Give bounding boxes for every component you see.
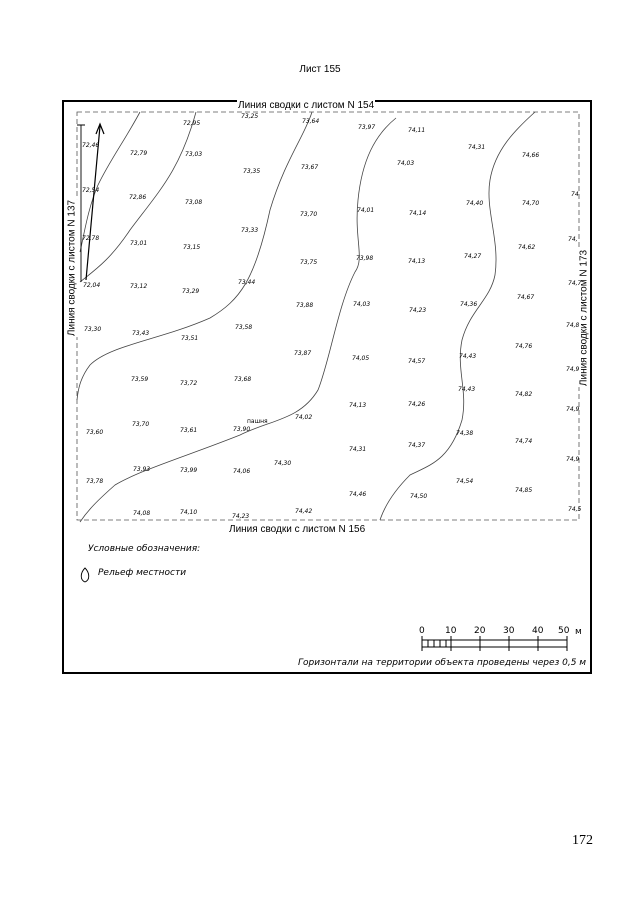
elevation-mark: 73,70	[300, 211, 318, 218]
elevation-mark: 74	[571, 191, 579, 198]
elevation-mark: 74,9	[566, 406, 580, 413]
elevation-mark: 74,08	[133, 510, 151, 517]
elevation-mark: 74,37	[408, 442, 426, 449]
elevation-mark: 74,10	[180, 509, 198, 516]
elevation-mark: 74,54	[456, 478, 474, 485]
elevation-mark: 72,95	[183, 120, 201, 127]
elevation-mark: 74,38	[456, 430, 474, 437]
elevation-mark: 72,86	[129, 194, 147, 201]
legend-relief-label: Рельеф местности	[98, 568, 187, 578]
elevation-mark: 74,40	[466, 200, 484, 207]
elevation-mark: 74,57	[408, 358, 426, 365]
edge-label-left: Линия сводки с листом N 137	[66, 199, 78, 337]
elevation-mark: 73,72	[180, 380, 198, 387]
legend-title: Условные обозначения:	[88, 544, 201, 554]
elevation-mark: 72,78	[82, 235, 100, 242]
elevation-mark: 72,04	[83, 282, 101, 289]
scale-bar	[422, 636, 567, 651]
elevation-mark: 74,7	[568, 280, 582, 287]
contour-lines	[77, 112, 535, 522]
elevation-mark: 74,85	[515, 487, 533, 494]
elevation-mark: 74,26	[408, 401, 426, 408]
terrain-note: пашня	[247, 418, 268, 425]
elevation-mark: 74,	[568, 236, 578, 243]
elevation-mark: 72,46	[82, 142, 100, 149]
elevation-mark: 74,46	[349, 491, 367, 498]
elevation-mark: 74,82	[515, 391, 533, 398]
elevation-mark: 73,87	[294, 350, 312, 357]
elevation-mark: 74,8	[566, 322, 580, 329]
elevation-mark: 73,03	[185, 151, 203, 158]
sheet-title: Лист 155	[299, 64, 341, 75]
elevation-mark: 74,03	[353, 301, 371, 308]
edge-label-bottom: Линия сводки с листом N 156	[229, 524, 366, 535]
elevation-mark: 74,03	[397, 160, 415, 167]
elevation-mark: 72,79	[130, 150, 148, 157]
elevation-mark: 74,67	[517, 294, 535, 301]
edge-label-right: Линия сводки с листом N 173	[578, 249, 590, 387]
elevation-mark: 74,01	[357, 207, 375, 214]
elevation-mark: 74,02	[295, 414, 313, 421]
elevation-mark: 73,68	[234, 376, 252, 383]
elevation-mark: 74,74	[515, 438, 533, 445]
elevation-mark: 74,13	[349, 402, 367, 409]
elevation-mark: 73,64	[302, 118, 320, 125]
elevation-mark: 74,43	[459, 353, 477, 360]
elevation-mark: 73,15	[183, 244, 201, 251]
elevation-mark: 73,60	[86, 429, 104, 436]
elevation-mark: 74,11	[408, 127, 426, 134]
elevation-mark: 74,66	[522, 152, 540, 159]
elevation-mark: 74,30	[274, 460, 292, 467]
elevation-mark: 74,9	[566, 456, 580, 463]
elevation-mark: 74,31	[468, 144, 486, 151]
elevation-mark: 73,93	[133, 466, 151, 473]
elevation-mark: 73,30	[84, 326, 102, 333]
elevation-mark: 73,51	[181, 335, 199, 342]
elevation-mark: 74,13	[408, 258, 426, 265]
elevation-mark: 74,43	[458, 386, 476, 393]
elevation-mark: 73,88	[296, 302, 314, 309]
elevation-mark: 73,29	[182, 288, 200, 295]
elevation-mark: 73,01	[130, 240, 148, 247]
elevation-mark: 74,42	[295, 508, 313, 515]
contour-line	[80, 112, 140, 252]
elevation-mark: 74,23	[232, 513, 250, 520]
elevation-mark: 74,50	[410, 493, 428, 500]
elevation-mark: 73,35	[243, 168, 261, 175]
elevation-mark: 73,25	[241, 113, 259, 120]
contour-line	[80, 118, 396, 522]
contour-line	[380, 112, 535, 520]
elevation-mark: 74,9	[566, 366, 580, 373]
scale-tick-label: 0	[419, 626, 425, 636]
elevation-mark: 73,78	[86, 478, 104, 485]
elevation-mark: 74,05	[352, 355, 370, 362]
scale-tick-label: 40	[532, 626, 544, 636]
elevation-mark: 74,76	[515, 343, 533, 350]
elevation-mark: 72,54	[82, 187, 100, 194]
elevation-mark: 73,70	[132, 421, 150, 428]
elevation-mark: 73,75	[300, 259, 318, 266]
elevation-mark: 73,44	[238, 279, 256, 286]
elevation-mark: 73,12	[130, 283, 148, 290]
elevation-mark: 74,14	[409, 210, 427, 217]
elevation-mark: 74,06	[233, 468, 251, 475]
survey-boundary	[77, 112, 582, 520]
scale-tick-label: 30	[503, 626, 515, 636]
elevation-mark: 74,36	[460, 301, 478, 308]
relief-symbol-icon	[81, 568, 89, 582]
elevation-mark: 73,98	[356, 255, 374, 262]
elevation-mark: 74,62	[518, 244, 536, 251]
elevation-mark: 74,31	[349, 446, 367, 453]
elevation-mark: 73,97	[358, 124, 376, 131]
elevation-mark: 73,59	[131, 376, 149, 383]
page-number: 172	[572, 833, 593, 848]
elevation-mark: 73,08	[185, 199, 203, 206]
scale-unit: м	[575, 627, 582, 637]
scale-tick-label: 20	[474, 626, 486, 636]
elevation-mark: 73,90	[233, 426, 251, 433]
elevation-mark: 73,33	[241, 227, 259, 234]
scale-tick-label: 10	[445, 626, 457, 636]
elevation-mark: 74,5	[568, 506, 582, 513]
elevation-mark: 73,58	[235, 324, 253, 331]
elevation-mark: 73,67	[301, 164, 319, 171]
elevation-mark: 74,23	[409, 307, 427, 314]
edge-label-top: Линия сводки с листом N 154	[238, 100, 375, 111]
contour-interval-note: Горизонтали на территории объекта проведены через 0,5 м	[298, 658, 587, 668]
elevation-mark: 73,99	[180, 467, 198, 474]
elevation-mark: 73,61	[180, 427, 198, 434]
scale-tick-label: 50	[558, 626, 570, 636]
elevation-mark: 74,70	[522, 200, 540, 207]
elevation-mark: 74,27	[464, 253, 482, 260]
elevation-mark: 73,43	[132, 330, 150, 337]
